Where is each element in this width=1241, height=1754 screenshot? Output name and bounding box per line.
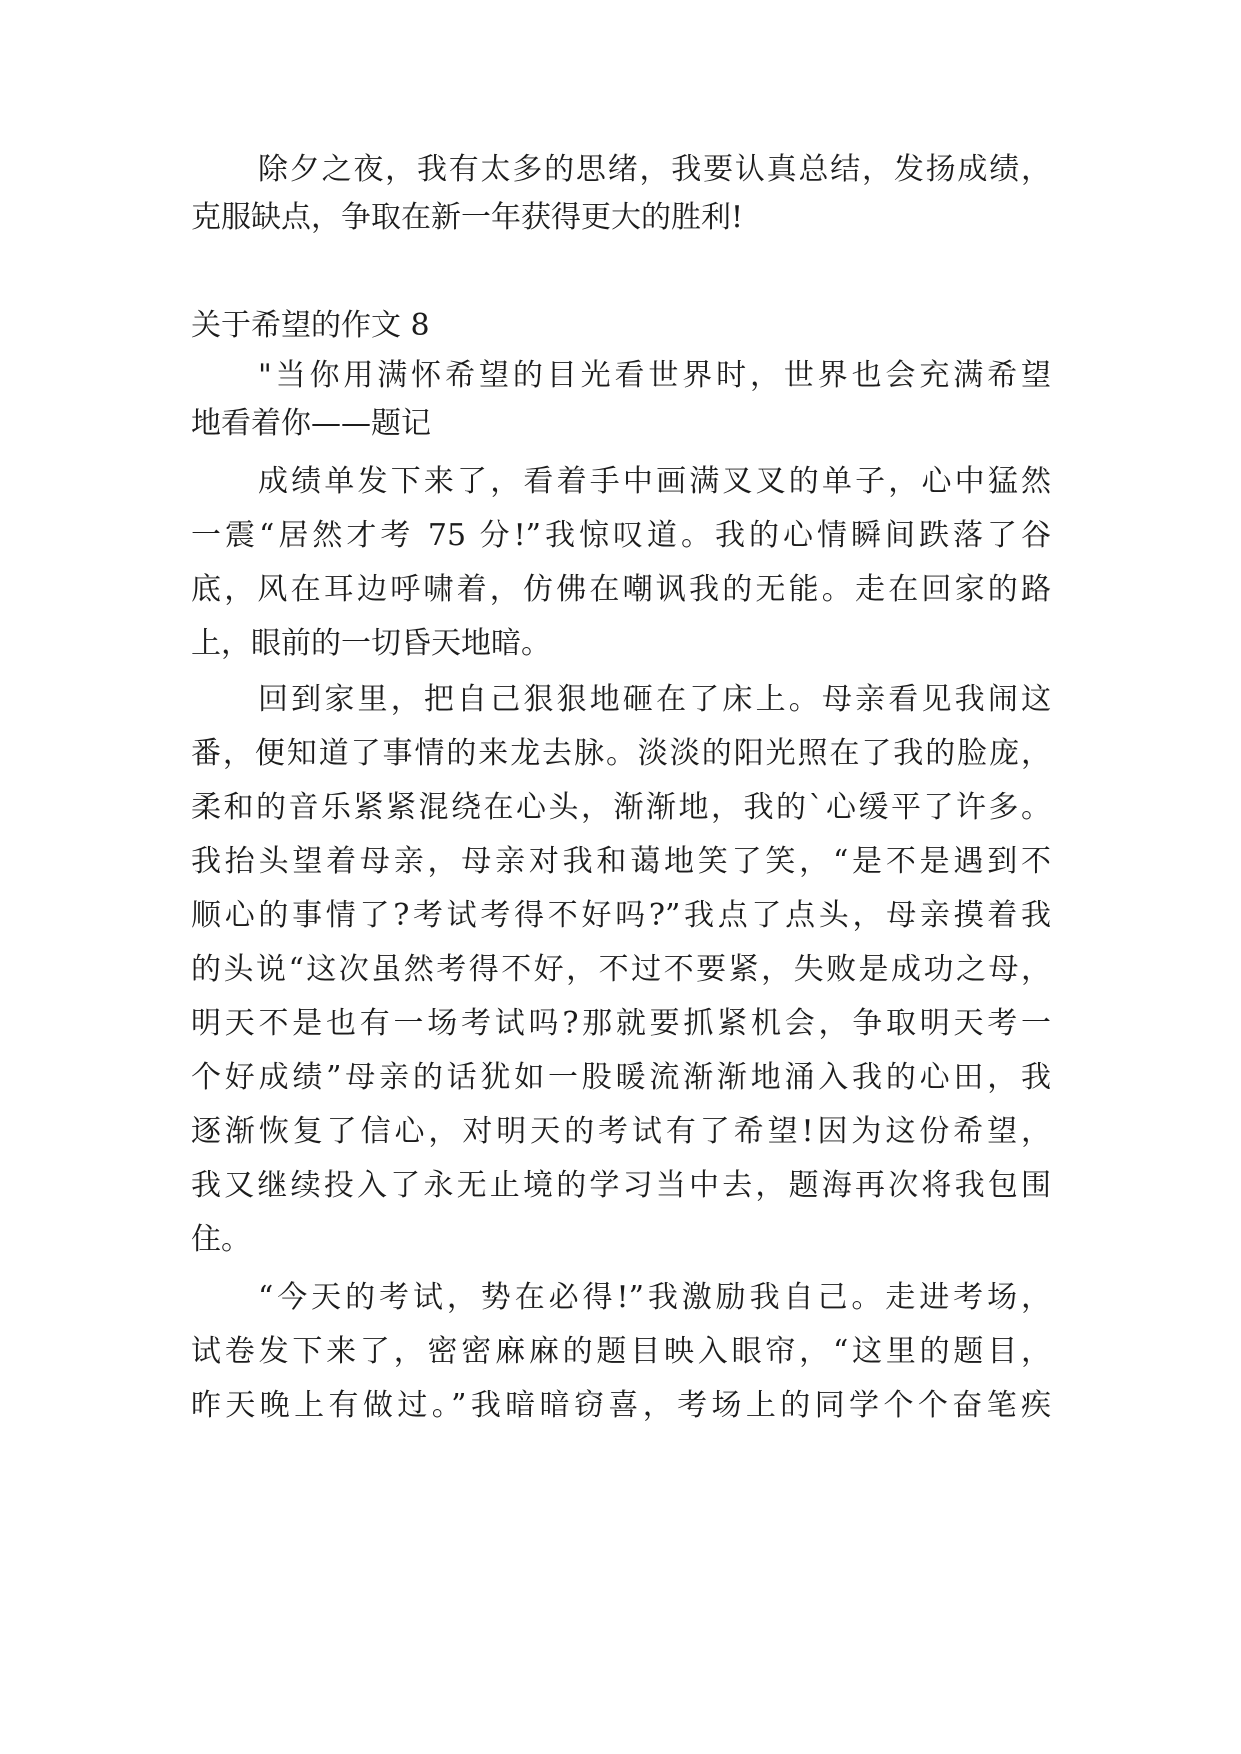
paragraph-line: 住。 [191,1222,251,1257]
paragraph-line: 底，风在耳边呼啸着，仿佛在嘲讽我的无能。走在回家的路 [191,572,1051,607]
paragraph-line: 成绩单发下来了，看着手中画满叉叉的单子，心中猛然 [258,464,1051,499]
paragraph-line: 地看着你——题记 [191,406,431,441]
paragraph-line: 除夕之夜，我有太多的思绪，我要认真总结，发扬成绩， [258,152,1051,187]
paragraph-line: 上，眼前的一切昏天地暗。 [191,626,551,661]
paragraph-line: “今天的考试，势在必得!”我激励我自己。走进考场， [258,1280,1051,1315]
paragraph-line: 顺心的事情了?考试考得不好吗?”我点了点头，母亲摸着我 [191,898,1051,933]
section-heading: 关于希望的作文 8 [191,308,430,343]
paragraph-line: 个好成绩”母亲的话犹如一股暖流渐渐地涌入我的心田，我 [191,1060,1051,1095]
paragraph-line: 我又继续投入了永无止境的学习当中去，题海再次将我包围 [191,1168,1051,1203]
paragraph-line: "当你用满怀希望的目光看世界时，世界也会充满希望 [258,358,1051,393]
paragraph-line: 回到家里，把自己狠狠地砸在了床上。母亲看见我闹这 [258,682,1051,717]
paragraph-line: 的头说“这次虽然考得不好，不过不要紧，失败是成功之母， [191,952,1051,987]
paragraph-line: 逐渐恢复了信心，对明天的考试有了希望!因为这份希望， [191,1114,1051,1149]
paragraph-line: 昨天晚上有做过。”我暗暗窃喜，考场上的同学个个奋笔疾 [191,1388,1051,1423]
paragraph-line: 我抬头望着母亲，母亲对我和蔼地笑了笑，“是不是遇到不 [191,844,1051,879]
paragraph-line: 番，便知道了事情的来龙去脉。淡淡的阳光照在了我的脸庞， [191,736,1051,771]
paragraph-line: 试卷发下来了，密密麻麻的题目映入眼帘，“这里的题目， [191,1334,1051,1369]
paragraph-line: 明天不是也有一场考试吗?那就要抓紧机会，争取明天考一 [191,1006,1051,1041]
paragraph-line: 柔和的音乐紧紧混绕在心头，渐渐地，我的`心缓平了许多。 [191,790,1051,825]
paragraph-line: 一震“居然才考 75 分!”我惊叹道。我的心情瞬间跌落了谷 [191,518,1051,553]
paragraph-line: 克服缺点，争取在新一年获得更大的胜利! [191,200,744,235]
